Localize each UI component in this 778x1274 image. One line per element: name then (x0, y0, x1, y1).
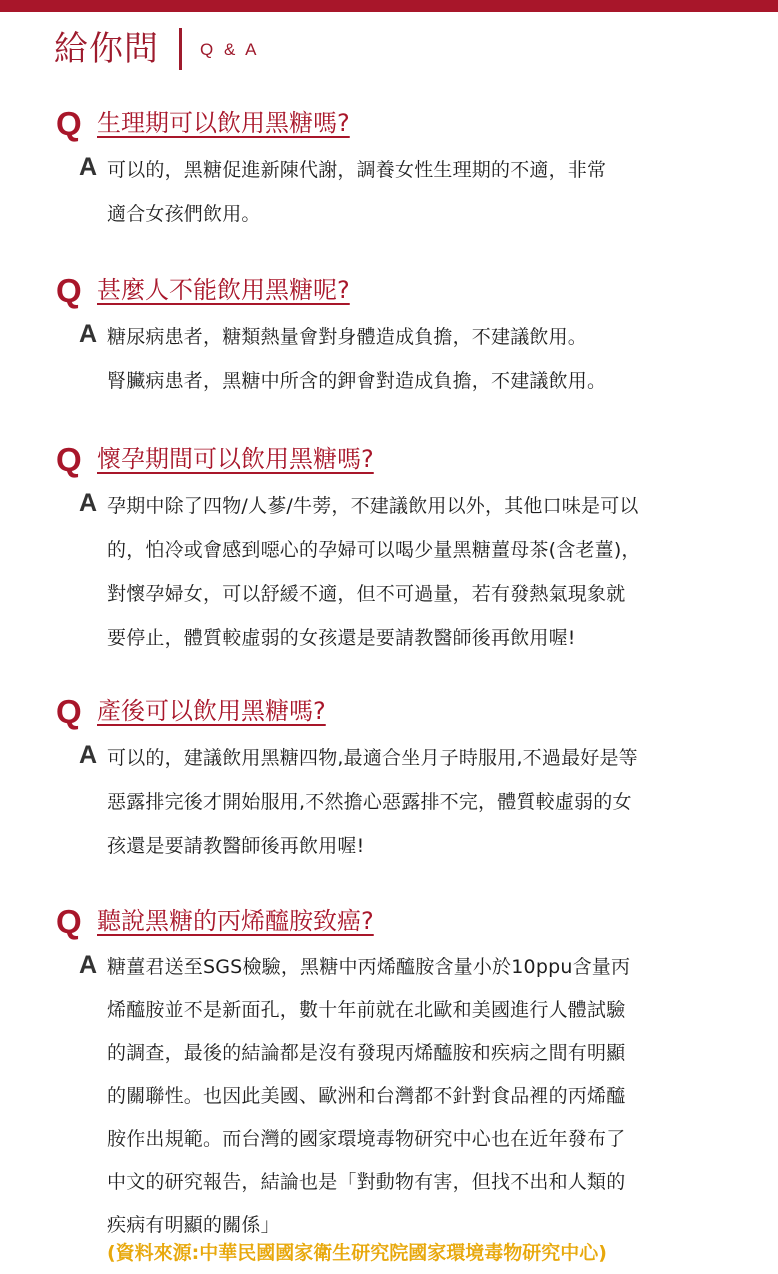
q-marker: Q (56, 441, 82, 478)
answer-line: 孕期中除了四物/人蔘/牛蒡，不建議飲用以外，其他口味是可以 (107, 495, 639, 517)
answer-line: 孩還是要請教醫師後再飲用喔! (107, 835, 365, 857)
source-citation: (資料來源:中華民國國家衛生研究院國家環境毒物研究中心) (107, 1242, 607, 1264)
page-subtitle: Q & A (200, 40, 260, 59)
question-text: 生理期可以飲用黑糖嗎? (97, 109, 350, 137)
answer-line: 適合女孩們飲用。 (107, 203, 261, 225)
a-marker: A (79, 320, 98, 348)
question-text: 產後可以飲用黑糖嗎? (97, 697, 326, 725)
a-marker: A (79, 741, 98, 769)
answer-block (0, 148, 778, 236)
answer-line: 烯醯胺並不是新面孔，數十年前就在北歐和美國進行人體試驗 (107, 999, 626, 1021)
a-marker: A (79, 489, 98, 517)
answer-line: 中文的研究報告，結論也是「對動物有害，但找不出和人類的 (107, 1171, 626, 1193)
header-divider (179, 28, 182, 70)
answer-line: 糖尿病患者，糖類熱量會對身體造成負擔，不建議飲用。 (107, 326, 588, 348)
q-marker: Q (56, 693, 82, 730)
answer-line: 的調查，最後的結論都是沒有發現丙烯醯胺和疾病之間有明顯 (107, 1042, 626, 1064)
q-marker: Q (56, 903, 82, 940)
qa-item-4 (0, 692, 778, 868)
answer-line: 糖薑君送至SGS檢驗，黑糖中丙烯醯胺含量小於10ppu含量丙 (107, 956, 631, 978)
answer-line: 要停止，體質較虛弱的女孩還是要請教醫師後再飲用喔! (107, 627, 576, 649)
section-header (54, 27, 259, 71)
answer-line: 腎臟病患者，黑糖中所含的鉀會對造成負擔，不建議飲用。 (107, 370, 607, 392)
qa-item-1 (0, 104, 778, 236)
a-marker: A (79, 951, 98, 979)
answer-block (0, 736, 778, 868)
question-text: 聽說黑糖的丙烯醯胺致癌? (97, 907, 374, 935)
question-text: 甚麼人不能飲用黑糖呢? (97, 276, 350, 304)
answer-block (0, 946, 778, 1247)
q-marker: Q (56, 105, 82, 142)
answer-line: 對懷孕婦女，可以舒緩不適，但不可過量，若有發熱氣現象就 (107, 583, 626, 605)
answer-line: 惡露排完後才開始服用,不然擔心惡露排不完，體質較虛弱的女 (107, 791, 632, 813)
question-row (0, 104, 778, 146)
answer-block (0, 484, 778, 660)
question-row (0, 271, 778, 313)
page-title: 給你問 (54, 29, 159, 69)
question-row (0, 902, 778, 944)
qa-item-5 (0, 902, 778, 1247)
a-marker: A (79, 153, 98, 181)
answer-line: 的關聯性。也因此美國、歐洲和台灣都不針對食品裡的丙烯醯 (107, 1085, 626, 1107)
top-accent-bar (0, 0, 778, 12)
question-row (0, 692, 778, 734)
answer-line: 可以的，建議飲用黑糖四物,最適合坐月子時服用,不過最好是等 (107, 747, 638, 769)
answer-line: 胺作出規範。而台灣的國家環境毒物研究中心也在近年發布了 (107, 1128, 626, 1150)
answer-block (0, 315, 778, 403)
question-text: 懷孕期間可以飲用黑糖嗎? (97, 445, 374, 473)
q-marker: Q (56, 272, 82, 309)
answer-line: 的，怕冷或會感到噁心的孕婦可以喝少量黑糖薑母茶(含老薑)， (107, 539, 641, 561)
answer-line: 可以的，黑糖促進新陳代謝，調養女性生理期的不適，非常 (107, 159, 607, 181)
qa-item-3 (0, 440, 778, 660)
qa-item-2 (0, 271, 778, 403)
question-row (0, 440, 778, 482)
answer-line: 疾病有明顯的關係」 (107, 1214, 280, 1236)
